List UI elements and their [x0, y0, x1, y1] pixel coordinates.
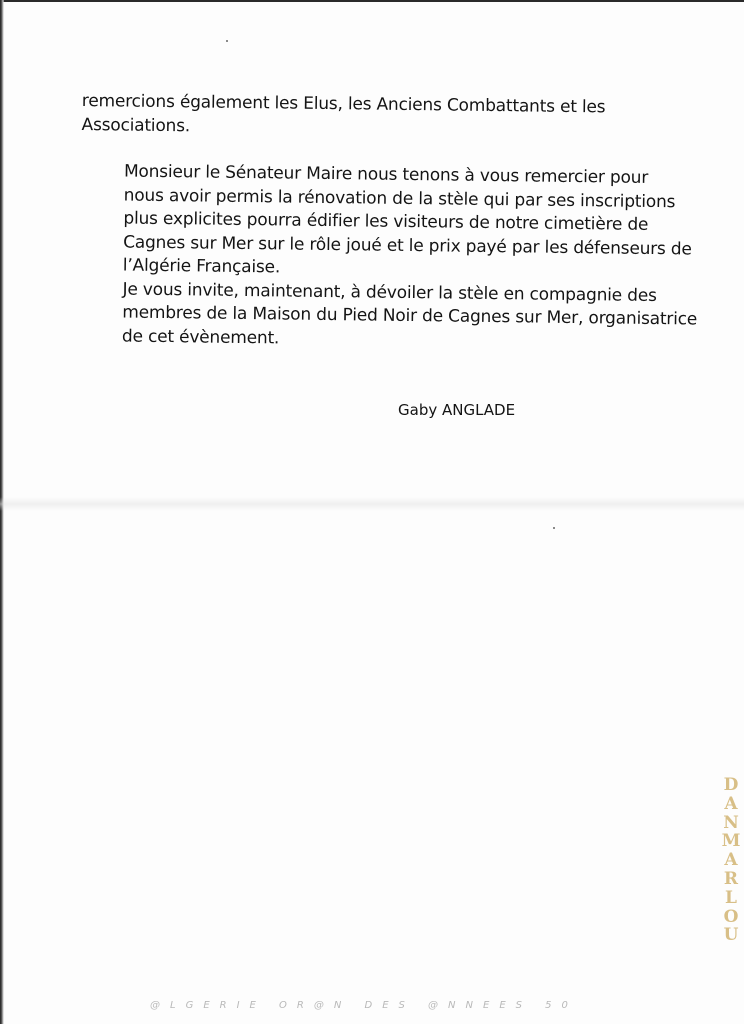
- text-line: Associations.: [81, 114, 191, 136]
- scan-speck: [553, 527, 555, 529]
- scan-top-edge: [0, 0, 744, 2]
- text-line: de cet évènement.: [121, 326, 280, 348]
- text-line: Monsieur le Sénateur Maire nous tenons à vous remercier pour: [123, 161, 649, 188]
- text-line: plus explicites pourra édifier les visiteurs de notre cimetière de: [123, 208, 649, 235]
- letter-body: [79, 90, 698, 355]
- text-line: nous avoir permis la rénovation de la stèle qui par ses inscriptions: [123, 185, 676, 212]
- text-line: remercions également les Elus, les Anciens Combattants et les: [81, 90, 606, 118]
- footer-watermark: @LGERIE OR@N DES @NNEES 50: [150, 1000, 578, 1011]
- text-line: Je vous invite, maintenant, à dévoiler la stèle en compagnie des: [122, 279, 657, 306]
- text-line: Cagnes sur Mer sur le rôle joué et le prix payé par les défenseurs de: [123, 232, 692, 259]
- letter-paragraph-1: [81, 90, 642, 144]
- vertical-watermark: D A N M A R L O U: [721, 775, 741, 946]
- letter-paragraph-2: [79, 160, 698, 355]
- scan-left-edge: [0, 0, 4, 1024]
- scan-speck: [226, 40, 228, 42]
- text-line: l’Algérie Française.: [122, 255, 281, 278]
- paper-fold-line: [0, 497, 744, 511]
- text-line: membres de la Maison du Pied Noir de Cagnes sur Mer, organisatrice: [122, 302, 698, 330]
- signature-name: Gaby ANGLADE: [398, 401, 516, 419]
